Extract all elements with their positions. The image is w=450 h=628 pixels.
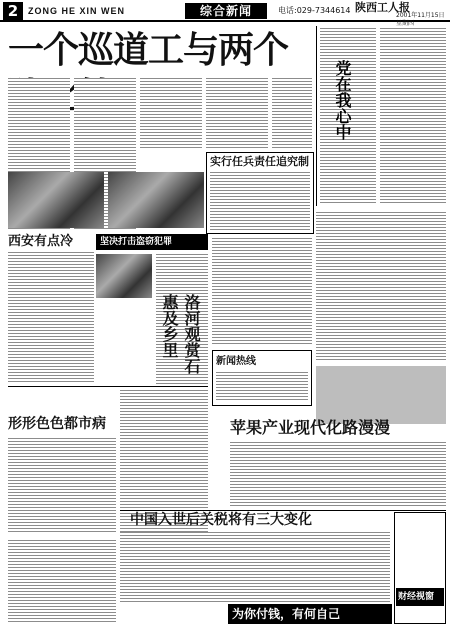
date-line: 2001年11月15日 星期四: [396, 12, 445, 27]
phone-line: 电话:029-7344614: [278, 6, 351, 15]
vertical-slogan: 党在我心中: [333, 60, 352, 140]
pay-yourself-headline: 为你付钱，有何自己: [232, 607, 341, 621]
military-service-text: [210, 172, 310, 230]
city-disease-text: [8, 438, 116, 534]
page-number: 2: [3, 2, 23, 20]
theft-photo: [96, 254, 152, 298]
center-right-text: [212, 238, 312, 346]
section-pinyin: ZONG HE XIN WEN: [28, 6, 126, 16]
road-rescue-text: [8, 252, 94, 382]
industry-headline: 苹果产业现代化路漫漫: [230, 418, 391, 437]
lead-photo-left: [8, 172, 104, 228]
bottom-left-text: [8, 540, 116, 624]
lead-headline: 一个巡道工与两个: [8, 30, 289, 71]
finance-box-label: 财经视窗: [398, 592, 435, 602]
lead-text-col-3: [140, 78, 202, 150]
theft-wanted-headline: 坚决打击盗窃犯罪: [100, 237, 173, 247]
city-disease-headline: 形形色色都市病: [8, 416, 106, 432]
industry-bulletin: [316, 366, 446, 424]
military-service-headline: 实行任兵责任追究制: [210, 155, 309, 168]
section-title: 综合新闻: [185, 3, 267, 19]
lead-text-col-4: [206, 78, 268, 150]
wto-text: [120, 532, 390, 602]
lead-text-col-5: [272, 78, 312, 150]
far-right-text: [316, 212, 446, 362]
wto-headline: 中国入世后关税将有三大变化: [130, 512, 312, 528]
finance-box: [394, 512, 446, 624]
hotline-label: 新闻热线: [216, 356, 256, 367]
paper-name: 陕西工人报: [355, 1, 410, 14]
lead-photo-right: [108, 172, 204, 228]
right-text-col-2: [380, 28, 446, 204]
hotline-text: [216, 372, 308, 402]
luochuan-headline: 洛河观赏石惠及乡里: [160, 294, 201, 374]
industry-text: [230, 442, 446, 506]
road-rescue-headline: 西安有点冷: [8, 234, 74, 249]
